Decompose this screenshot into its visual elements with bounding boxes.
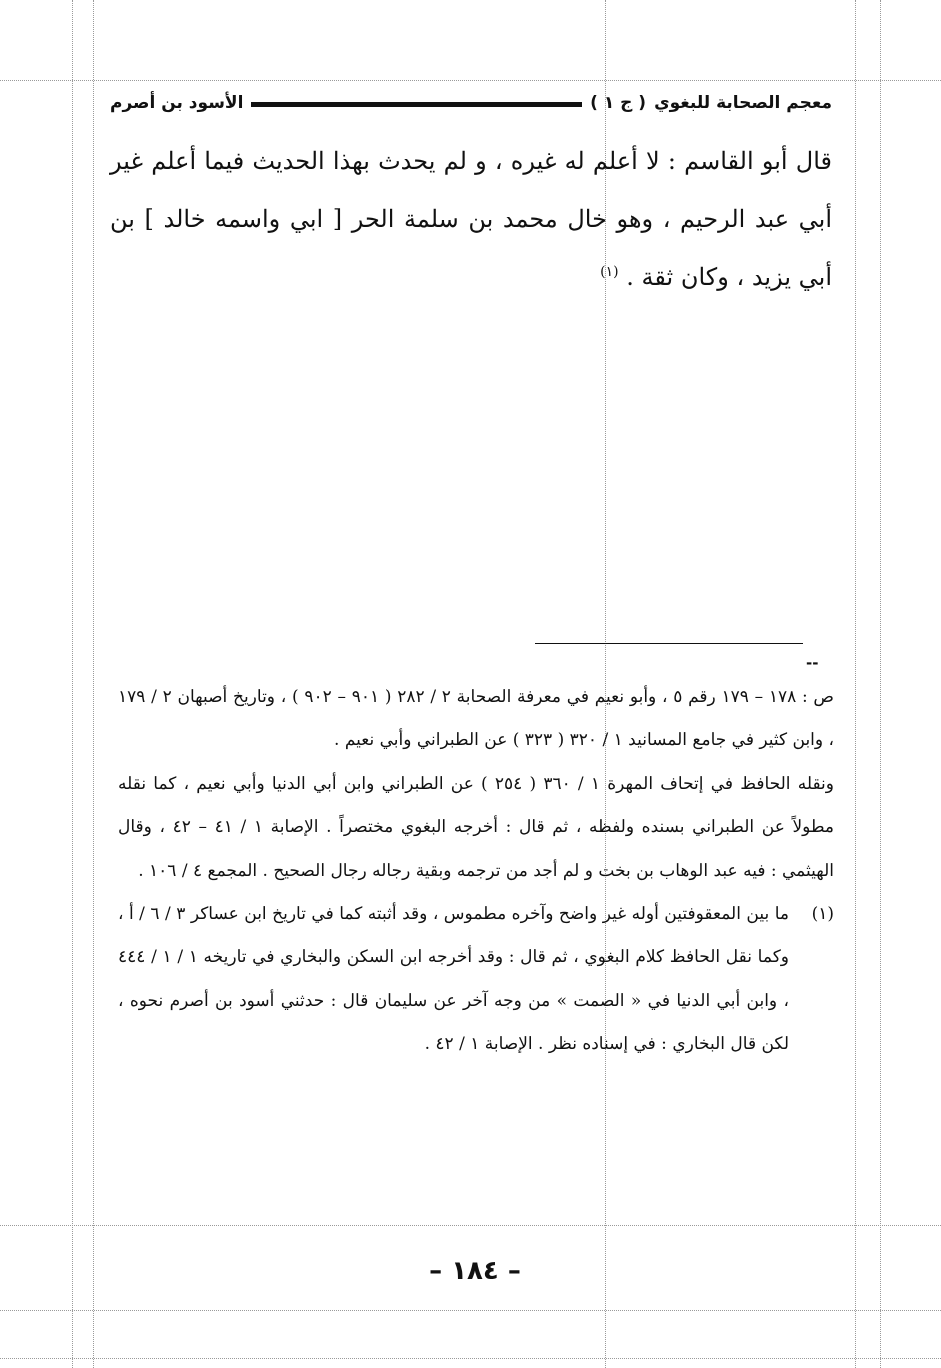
header-title: معجم الصحابة للبغوي [654,93,832,113]
scan-guide-line [93,0,94,1368]
page-number: – ١٨٤ – [429,1256,521,1286]
main-paragraph [110,132,832,306]
scan-guide-line [880,0,881,1368]
scan-guide-line [72,0,73,1368]
footnote-continuation: ونقله الحافظ في إتحاف المهرة ١ / ٣٦٠ ( ٢٥٤ ) عن الطبراني وابن أبي الدنيا وأبي نعيم ، كما نقله مطولاً عن الطبراني بسنده ولفظه ، ثم قال : أخرجه البغوي مختصراً . الإصابة ١ / ٤١ – ٤٢ ، وقال الهيثمي : فيه عبد الوهاب بن بخت و لم أجد من ترجمه وبقية رجاله رجال الصحيح . المجمع ٤ / ١٠٦ . [118,773,834,881]
scan-guide-line [0,80,941,81]
footnote-separator-dash: -- [806,654,819,672]
footnote-reference: (١) [600,264,619,280]
running-header [110,88,832,118]
footnotes [118,676,834,1067]
footnote-1-text: ما بين المعقوفتين أوله غير واضح وآخره مطموس ، وقد أثبته كما في تاريخ ابن عساكر ٣ / ٦ / أ ، وكما نقل الحافظ كلام البغوي ، ثم قال : وقد أخرجه ابن السكن والبخاري في تاريخه ١ / ١ / ٤٤٤ ، وابن أبي الدنيا في « الصمت » من وجه آخر عن سليمان قال : حدثني أسود بن أصرم نحوه ، لكن قال البخاري : في إسناده نظر . الإصابة ١ / ٤٢ . [118,904,789,1055]
scan-guide-line [855,0,856,1368]
scan-guide-line [0,1358,941,1359]
header-volume: ( ج ١ ) [590,93,647,113]
main-text [110,132,832,306]
footnote-separator-rule [535,643,803,644]
scan-guide-line [0,1225,941,1226]
footnote-1 [118,893,834,1067]
footnote-continuation: ص : ١٧٨ – ١٧٩ رقم ٥ ، وأبو نعيم في معرفة الصحابة ٢ / ٢٨٢ ( ٩٠١ – ٩٠٢ ) ، وتاريخ أصبهان ٢ / ١٧٩ ، وابن كثير في جامع المسانيد ١ / ٣٢٠ ( ٣٢٣ ) عن الطبراني وأبي نعيم . [118,687,834,751]
main-paragraph-text: قال أبو القاسم : لا أعلم له غيره ، و لم يحدث بهذا الحديث فيما أعلم غير أبي عبد الرحيم ، وهو خال محمد بن سلمة الحر [ ابي واسمه خالد ] بن أبي يزيد ، وكان ثقة . [110,147,832,291]
header-rule [251,102,582,107]
footnote-number: (١) [811,904,834,925]
header-section: الأسود بن أصرم [110,93,244,113]
scan-guide-line [0,1310,941,1311]
